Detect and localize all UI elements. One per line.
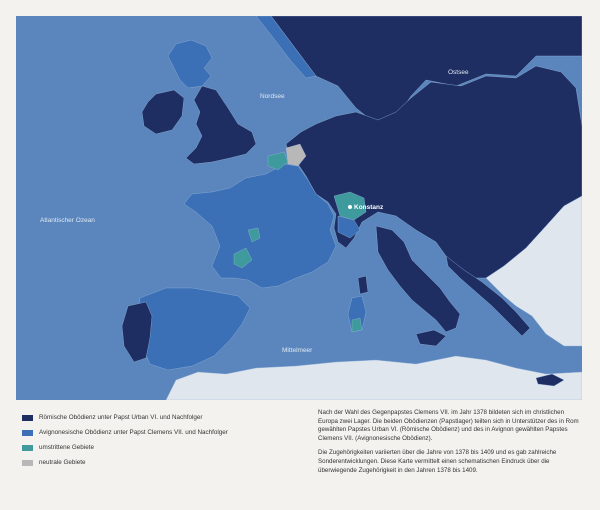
- legend-item: [22, 440, 292, 455]
- legend-item: [22, 410, 292, 425]
- legend-label: Römische Obödienz unter Papst Urban VI. und Nachfolger: [39, 414, 203, 421]
- legend: [22, 410, 292, 470]
- legend-swatch: [22, 445, 33, 451]
- label-ostsee: Ostsee: [448, 69, 469, 76]
- label-atlantik: Atlantischer Ozean: [40, 217, 95, 224]
- notes-paragraph-1: Nach der Wahl des Gegenpapstes Clemens VII. im Jahr 1378 bildeten sich im christlichen Europa zwei Lager. Die beiden Obödienzen (Papstlager) teilten sich in Unterstützer des in Rom gewählten Papstes Urban VI. (Römische Obödienz) und des in Avignon gewählten Papstes Clemens VII. (Avignonesische Obödienz).: [318, 409, 579, 442]
- label-nordsee: Nordsee: [260, 93, 285, 100]
- legend-item: [22, 425, 292, 440]
- map: [16, 16, 582, 400]
- label-mittelmeer: Mittelmeer: [282, 347, 313, 354]
- region-sardinia-disputed: [352, 318, 362, 332]
- legend-item: [22, 455, 292, 470]
- legend-label: umstrittene Gebiete: [39, 444, 94, 451]
- legend-label: Avignonesische Obödienz unter Papst Clemens VII. und Nachfolger: [39, 429, 228, 436]
- notes: [318, 409, 580, 481]
- region-corsica: [358, 276, 368, 294]
- map-canvas: [16, 16, 582, 400]
- konstanz-marker: [348, 205, 352, 209]
- legend-swatch: [22, 460, 33, 466]
- legend-label: neutrale Gebiete: [39, 459, 86, 466]
- legend-swatch: [22, 415, 33, 421]
- legend-swatch: [22, 430, 33, 436]
- notes-paragraph-2: Die Zugehörigkeiten variierten über die Jahre von 1378 bis 1409 und es gab zahlreiche Sonderentwicklungen. Diese Karte vermittelt einen schematischen Eindruck über die überwiegende Zugehörigkeit in den Jahren 1378 bis 1409.: [318, 449, 557, 474]
- label-konstanz: Konstanz: [354, 204, 384, 211]
